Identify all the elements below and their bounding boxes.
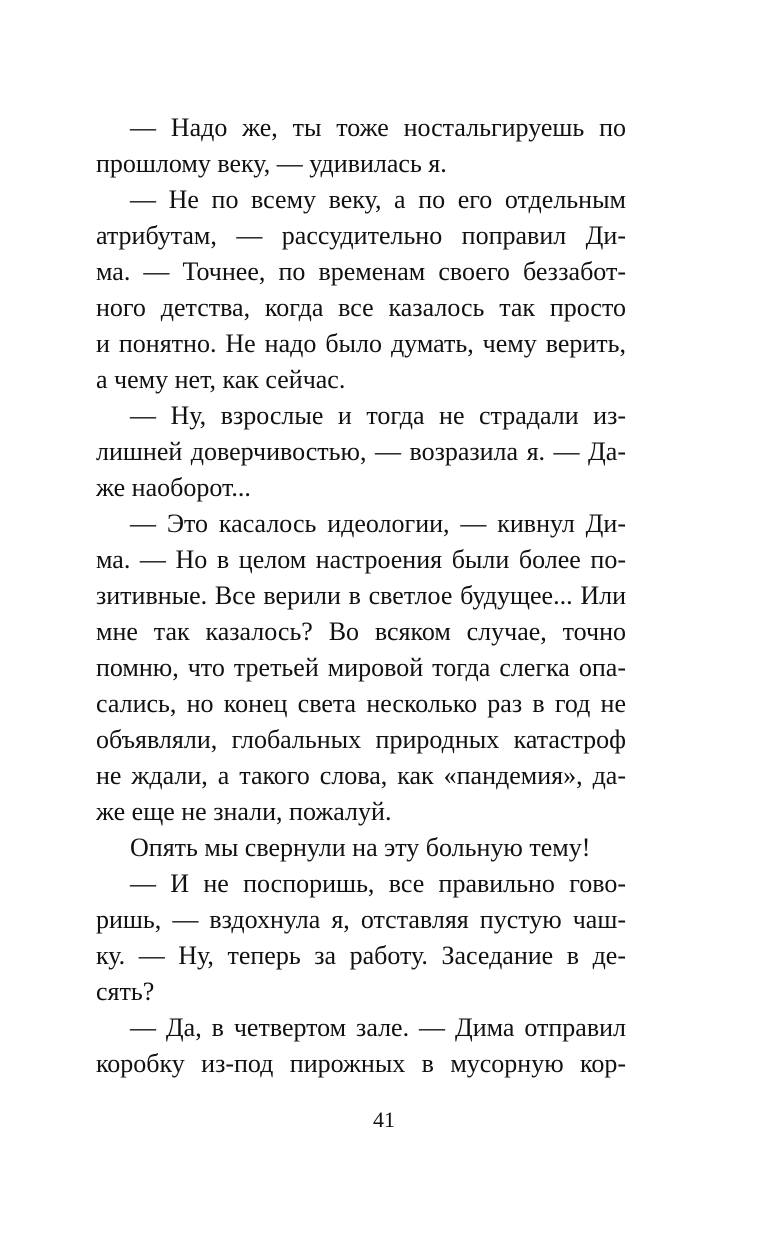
text-line: объявляли, глобальных природных катастроф [96, 725, 626, 754]
text-line: — Это касалось идеологии, — кивнул Ди- [130, 509, 626, 538]
text-line: — Ну, взрослые и тогда не страдали из- [130, 401, 626, 430]
text-line: — Не по всему веку, а по его отдельным [130, 185, 626, 214]
text-line: ма. — Но в целом настроения были более по- [96, 545, 626, 574]
text-line: атрибутам, — рассудительно поправил Ди- [96, 221, 626, 250]
text-line: ришь, — вздохнула я, отставляя пустую чаш- [96, 905, 626, 934]
text-line: зитивные. Все верили в светлое будущее... Или [96, 581, 626, 610]
text-line: коробку из-под пирожных в мусорную кор- [96, 1049, 626, 1078]
text-line: и понятно. Не надо было думать, чему верить, [96, 329, 626, 358]
page-number: 41 [373, 1107, 395, 1132]
body-text [96, 110, 626, 1082]
text-line: же еще не знали, пожалуй. [96, 797, 392, 826]
text-line: лишней доверчивостью, — возразила я. — Да- [96, 437, 626, 466]
text-line: а чему нет, как сейчас. [96, 365, 346, 394]
text-line: прошлому веку, — удивилась я. [96, 149, 447, 178]
text-line: — Надо же, ты тоже ностальгируешь по [130, 113, 626, 142]
text-line: сять? [96, 977, 155, 1006]
text-line: же наоборот... [96, 473, 251, 502]
text-line: мне так казалось? Во всяком случае, точно [96, 617, 626, 646]
text-line: не ждали, а такого слова, как «пандемия», да- [96, 761, 626, 790]
text-line: — И не поспоришь, все правильно гово- [130, 869, 626, 898]
text-line: ного детства, когда все казалось так просто [96, 293, 626, 322]
text-line: ку. — Ну, теперь за работу. Заседание в де- [96, 941, 626, 970]
text-line: ма. — Точнее, по временам своего беззабот- [96, 257, 626, 286]
text-line: помню, что третьей мировой тогда слегка опа- [96, 653, 626, 682]
text-line: сались, но конец света несколько раз в год не [96, 689, 626, 718]
text-line: — Да, в четвертом зале. — Дима отправил [130, 1013, 626, 1042]
text-line: Опять мы свернули на эту больную тему! [130, 833, 591, 862]
